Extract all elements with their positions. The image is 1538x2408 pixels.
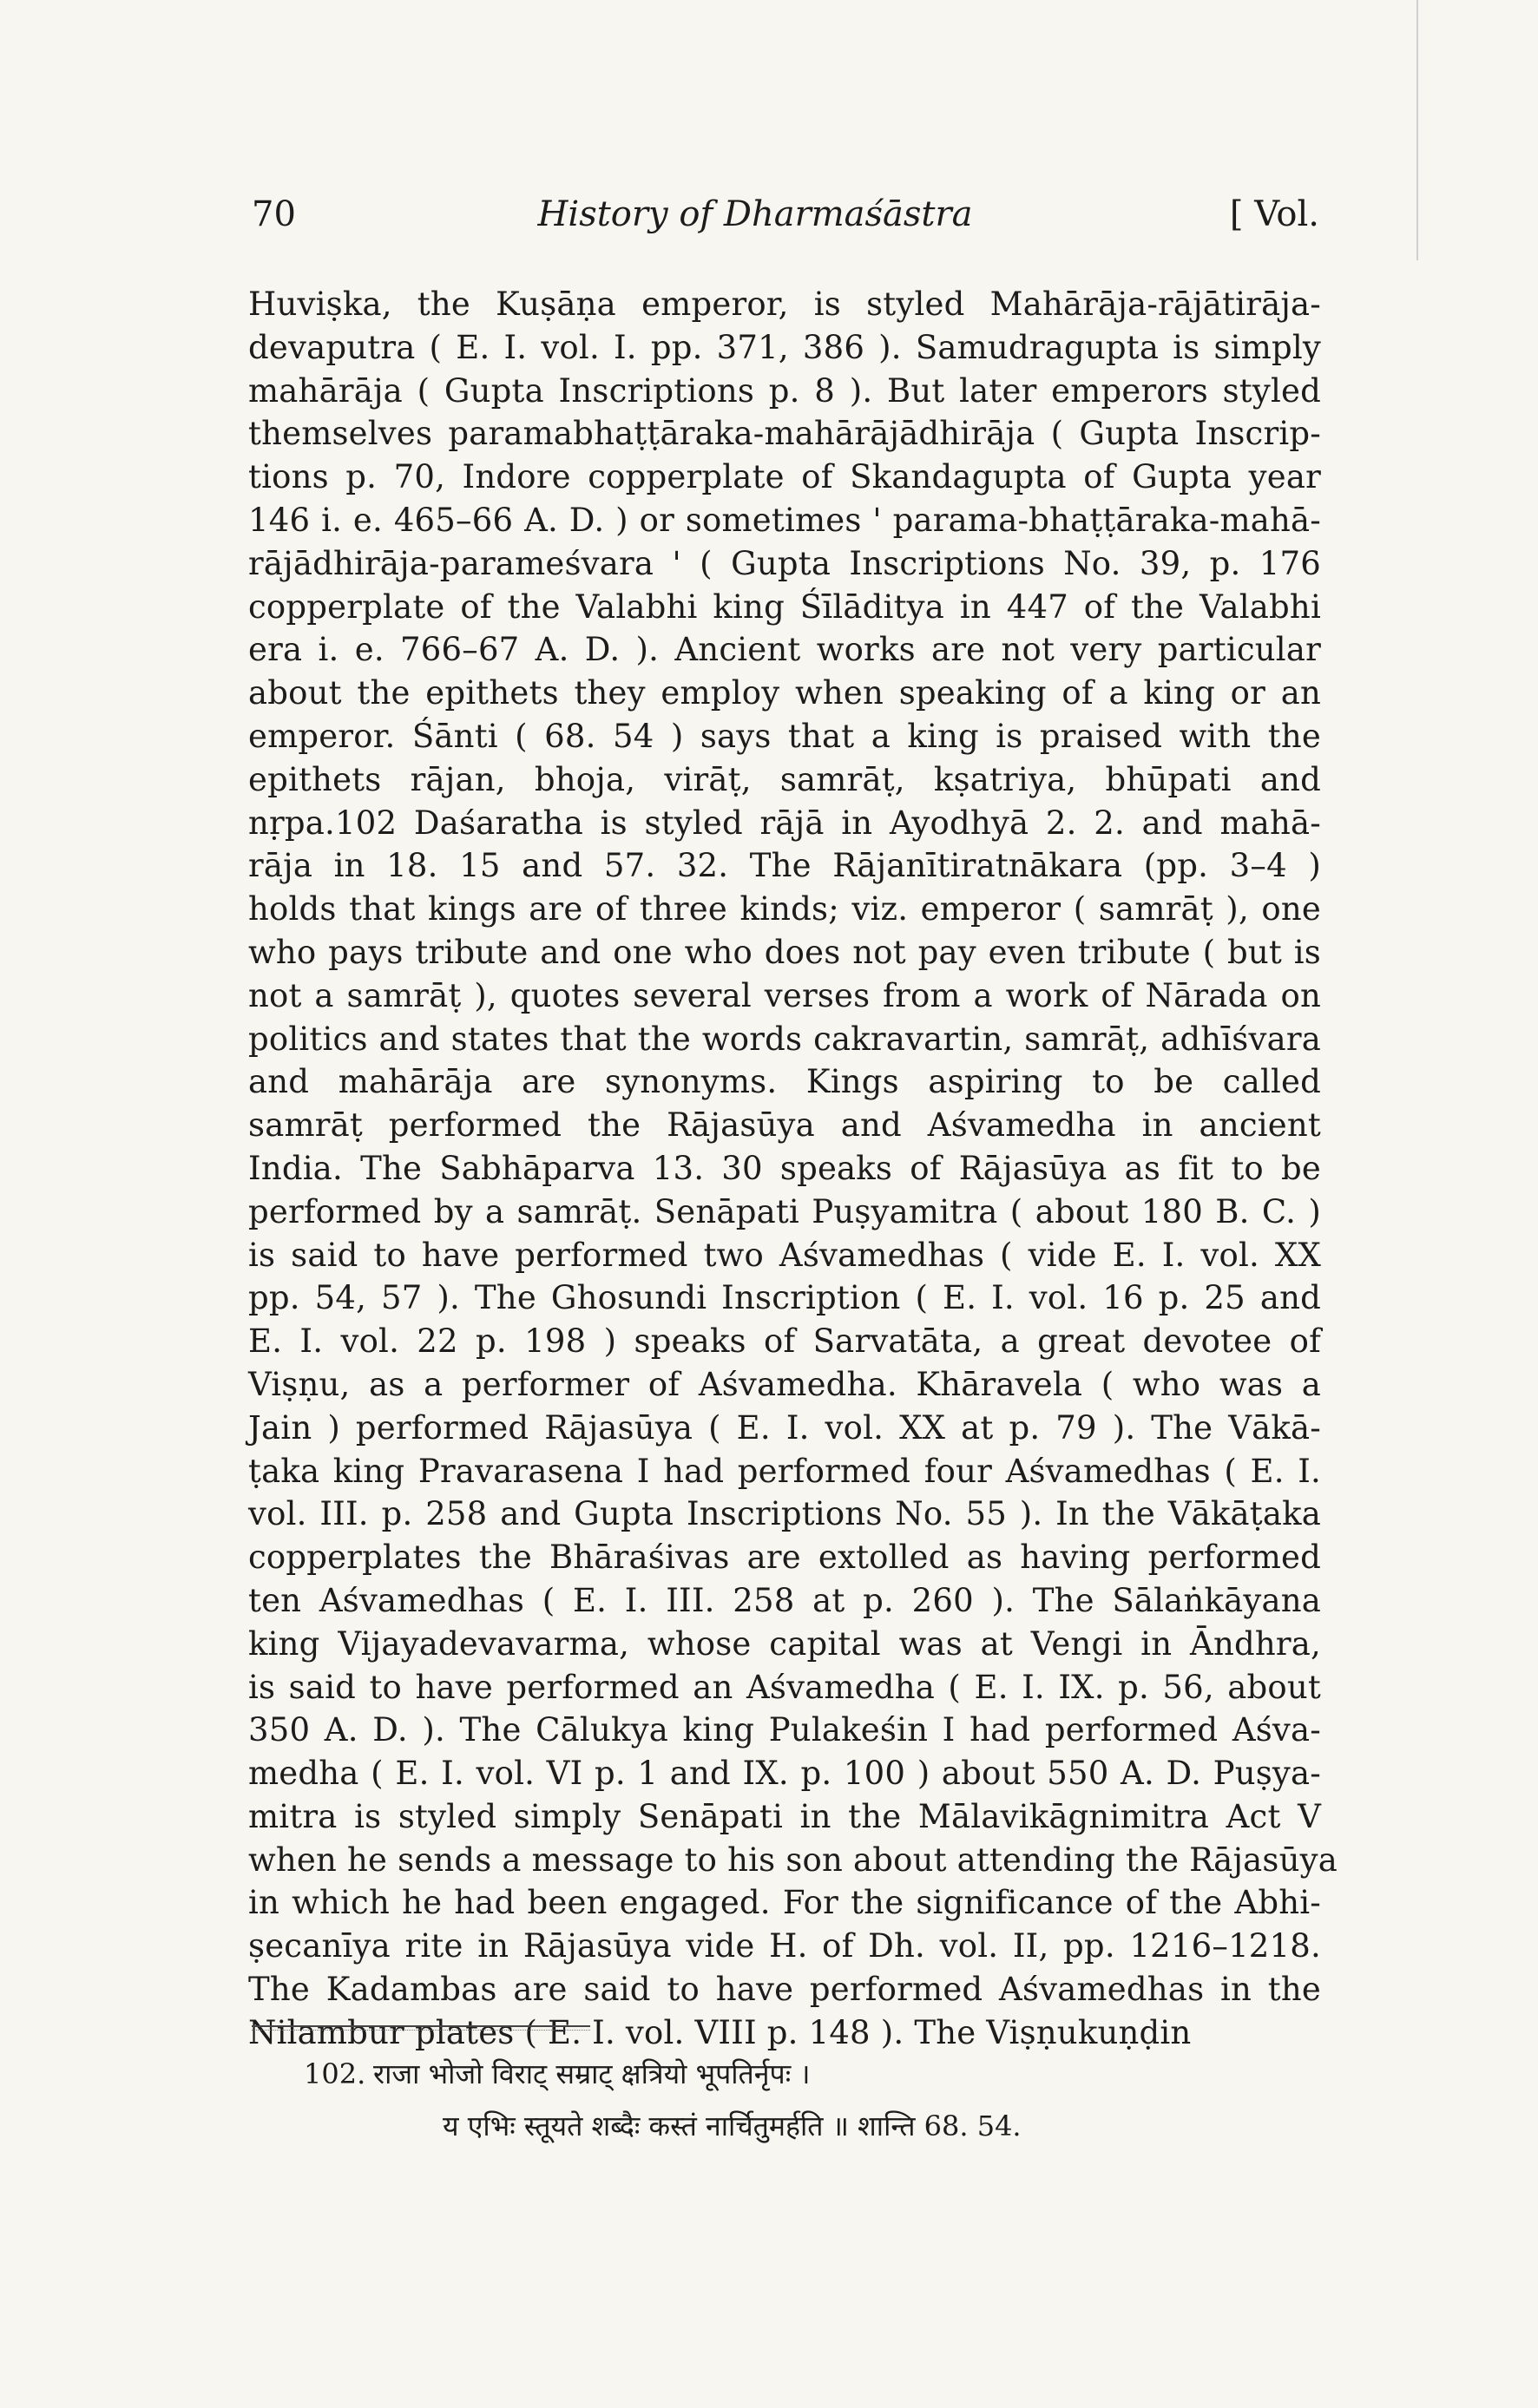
text-line: E. I. vol. 22 p. 198 ) speaks of Sarvatāta, a great devotee of	[248, 1322, 1321, 1361]
text-line: is said to have performed two Aśvamedhas ( vide E. I. vol. XX	[248, 1236, 1321, 1274]
text-line: 350 A. D. ). The Cālukya king Pulakeśin I had performed Aśva-	[248, 1711, 1321, 1749]
volume-mark: [ Vol.	[1229, 194, 1319, 234]
text-line: king Vijayadevavarma, whose capital was at Vengi in Āndhra,	[248, 1624, 1321, 1663]
text-line: mahārāja ( Gupta Inscriptions p. 8 ). But later emperors styled	[248, 371, 1321, 410]
footnote-rule	[252, 2025, 590, 2031]
running-title: History of Dharmaśāstra	[537, 194, 973, 234]
footnote-line-1	[304, 2048, 1302, 2100]
text-line: epithets rājan, bhoja, virāṭ, samrāṭ, kṣatriya, bhūpati and	[248, 760, 1321, 798]
text-line: themselves paramabhaṭṭāraka-mahārājādhirāja ( Gupta Inscrip-	[248, 415, 1321, 453]
text-line: emperor. Śānti ( 68. 54 ) says that a king is praised with the	[248, 717, 1321, 755]
text-line: medha ( E. I. vol. VI p. 1 and IX. p. 100 ) about 550 A. D. Puṣya-	[248, 1755, 1321, 1793]
text-line: ṭaka king Pravarasena I had performed four Aśvamedhas ( E. I.	[248, 1452, 1321, 1490]
text-line: is said to have performed an Aśvamedha ( E. I. IX. p. 56, about	[248, 1668, 1321, 1706]
text-line: nṛpa.102 Daśaratha is styled rājā in Ayodhyā 2. 2. and mahā-	[248, 804, 1321, 842]
text-line: Huviṣka, the Kuṣāṇa emperor, is styled Mahārāja-rājātirāja-	[248, 285, 1321, 323]
text-line: rāja in 18. 15 and 57. 32. The Rājanītiratnākara (pp. 3–4 )	[248, 847, 1321, 885]
text-line: copperplate of the Valabhi king Śīlāditya in 447 of the Valabhi	[248, 587, 1321, 626]
text-line: tions p. 70, Indore copperplate of Skandagupta of Gupta year	[248, 458, 1321, 496]
text-line: era i. e. 766–67 A. D. ). Ancient works are not very particular	[248, 631, 1321, 669]
text-line: copperplates the Bhāraśivas are extolled as having performed	[248, 1539, 1321, 1577]
text-line: rājādhirāja-parameśvara ' ( Gupta Inscriptions No. 39, p. 176	[248, 544, 1321, 582]
text-line: devaputra ( E. I. vol. I. pp. 371, 386 ). Samudragupta is simply	[248, 328, 1321, 366]
text-line: 146 i. e. 465–66 A. D. ) or sometimes ' parama-bhaṭṭāraka-mahā-	[248, 501, 1321, 539]
text-line: The Kadambas are said to have performed Aśvamedhas in the	[248, 1971, 1321, 2009]
body-text	[248, 283, 1338, 2055]
page-header	[252, 194, 1319, 246]
text-line: who pays tribute and one who does not pay even tribute ( but is	[248, 933, 1321, 971]
text-line: mitra is styled simply Senāpati in the Mālavikāgnimitra Act V	[248, 1797, 1321, 1835]
text-line: Viṣṇu, as a performer of Aśvamedha. Khāravela ( who was a	[248, 1365, 1321, 1403]
text-line: India. The Sabhāparva 13. 30 speaks of Rājasūya as fit to be	[248, 1149, 1321, 1187]
footnote-verse-2: य एभिः स्तूयते शब्दैः कस्तं नार्चितुमर्हति ॥ शान्ति 68. 54.	[443, 2109, 1022, 2142]
page-edge-line	[1416, 0, 1418, 260]
footnote-verse-1: राजा भोजो विराट् सम्राट् क्षत्रियो भूपतिर्नृपः ।	[373, 2057, 811, 2090]
text-line: pp. 54, 57 ). The Ghosundi Inscription ( E. I. vol. 16 p. 25 and	[248, 1279, 1321, 1317]
text-line: vol. III. p. 258 and Gupta Inscriptions No. 55 ). In the Vākāṭaka	[248, 1495, 1321, 1533]
text-line: ṣecanīya rite in Rājasūya vide H. of Dh. vol. II, pp. 1216–1218.	[248, 1927, 1321, 1965]
text-line: Nilambur plates ( E. I. vol. VIII p. 148 ). The Viṣṇukuṇḍin	[248, 2013, 1192, 2051]
footnote-number: 102.	[304, 2057, 366, 2090]
text-line: politics and states that the words cakravartin, samrāṭ, adhīśvara	[248, 1020, 1321, 1058]
text-line: and mahārāja are synonyms. Kings aspiring to be called	[248, 1063, 1321, 1101]
page-number: 70	[252, 194, 296, 234]
text-line: about the epithets they employ when speaking of a king or an	[248, 674, 1321, 712]
text-line: performed by a samrāṭ. Senāpati Puṣyamitra ( about 180 B. C. )	[248, 1192, 1321, 1230]
text-line: ten Aśvamedhas ( E. I. III. 258 at p. 260 ). The Sālaṅkāyana	[248, 1581, 1321, 1619]
text-line: in which he had been engaged. For the significance of the Abhi-	[248, 1884, 1321, 1922]
footnote-line-2	[304, 2100, 1302, 2152]
text-line: Jain ) performed Rājasūya ( E. I. vol. XX at p. 79 ). The Vākā-	[248, 1408, 1321, 1447]
text-line: when he sends a message to his son about attending the Rājasūya	[248, 1840, 1338, 1879]
text-line: samrāṭ performed the Rājasūya and Aśvamedha in ancient	[248, 1106, 1321, 1145]
text-line: not a samrāṭ ), quotes several verses from a work of Nārada on	[248, 976, 1321, 1014]
text-line: holds that kings are of three kinds; viz. emperor ( samrāṭ ), one	[248, 890, 1321, 928]
footnote	[304, 2048, 1302, 2152]
